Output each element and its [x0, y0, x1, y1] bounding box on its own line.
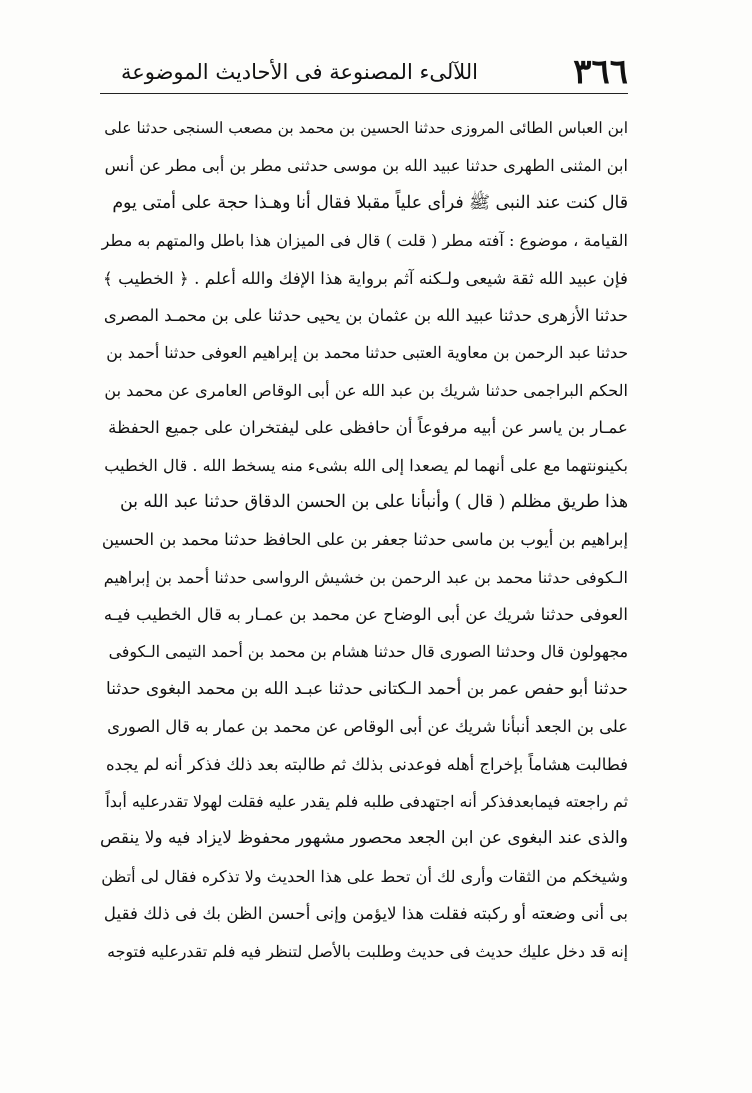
- running-title: اللآلىء المصنوعة فى الأحاديث الموضوعة: [120, 60, 478, 84]
- text-line: ثم راجعته فيمابعدفذكر أنه اجتهدفى طلبه فلم يقدر عليه فقلت لهولا تقدرعليه أبداً: [105, 792, 628, 812]
- text-line: القيامة ، موضوع : آفته مطر ( قلت ) قال فى الميزان هذا باطل والمتهم به مطر: [101, 231, 628, 251]
- text-line: بى أنى وضعته أو ركبته فقلت هذا لايؤمن وإنى أحسن الظن بك فى ذلك فقيل: [103, 903, 628, 924]
- text-line: حدثنا الأزهرى حدثنا عبيد الله بن عثمان بن يحيى حدثنا على بن محمـد المصرى: [103, 305, 628, 325]
- body-text: [100, 110, 628, 970]
- text-line: فطالبت هشاماً بإخراج أهله فوعدنى بذلك ثم طالبته بعد ذلك فذكر أنه لم يجده: [105, 754, 628, 774]
- text-line: والذى عند البغوى عن ابن الجعد محصور مشهور محفوظ لايزاد فيه ولا ينقص: [100, 828, 628, 849]
- text-line: فإن عبيد الله ثقة شيعى ولـكنه آثم برواية هذا الإفك والله أعلم . ﴿ الخطيب ﴾: [103, 267, 628, 288]
- text-line: الـكوفى حدثنا محمد بن عبد الرحمن بن خشيش الرواسى حدثنا أحمد بن إبراهيم: [103, 567, 628, 587]
- text-line: على بن الجعد أنبأنا شريك عن أبى الوقاص عن محمد بن عمار به قال الصورى: [107, 717, 628, 737]
- text-line: مجهولون قال وحدثنا الصورى قال حدثنا هشام بن محمد بن أحمد التيمى الـكوفى: [108, 642, 628, 662]
- text-line: إنه قد دخل عليك حديث فى حديث وطلبت بالأصل لتنظر فيه فلم تقدرعليه فتوجه: [107, 941, 628, 961]
- text-line: وشيخكم من الثقات وأرى لك أن تحط على هذا الحديث ولا تذكره فقال لى أتظن: [101, 866, 628, 886]
- page-number: ٣٦٦: [573, 52, 628, 92]
- page-header: [100, 50, 628, 94]
- text-line: هذا طريق مظلم ( قال ) وأنبأنا على بن الحسن الدقاق حدثنا عبد الله بن: [119, 491, 628, 512]
- text-line: حدثنا أبو حفص عمر بن أحمد الـكتانى حدثنا عبـد الله بن محمد البغوى حدثنا: [106, 678, 628, 699]
- text-line: بكينونتهما مع على أنهما لم يصعدا إلى الله بشىء منه يسخط الله . قال الخطيب: [104, 455, 628, 475]
- text-line: قال كنت عند النبى ﷺ فرأى علياً مقبلا فقال أنا وهـذا حجة على أمتى يوم: [112, 192, 628, 213]
- text-line: إبراهيم بن أيوب بن ماسى حدثنا جعفر بن على الحافظ حدثنا محمد بن الحسين: [101, 530, 628, 550]
- text-line: عمـار بن ياسر عن أبيه مرفوعاً أن حافظى على ليفتخران على جميع الحفظة: [108, 417, 628, 438]
- text-line: الحكم البراجمى حدثنا شريك بن عبد الله عن أبى الوقاص العامرى عن محمد بن: [104, 380, 628, 400]
- header-rule: [100, 93, 628, 94]
- text-line: ابن المثنى الطهرى حدثنا عبيد الله بن موسى حدثنى مطر بن أبى مطر عن أنس: [104, 156, 628, 176]
- text-line: العوفى حدثنا شريك عن أبى الوضاح عن محمد بن عمـار به قال الخطيب فيـه: [103, 604, 628, 625]
- text-line: حدثنا عبد الرحمن بن معاوية العتبى حدثنا محمد بن إبراهيم العوفى حدثنا أحمد بن: [106, 343, 628, 363]
- text-line: ابن العباس الطائى المروزى حدثنا الحسين بن محمد بن مصعب السنجى حدثنا على: [104, 119, 628, 137]
